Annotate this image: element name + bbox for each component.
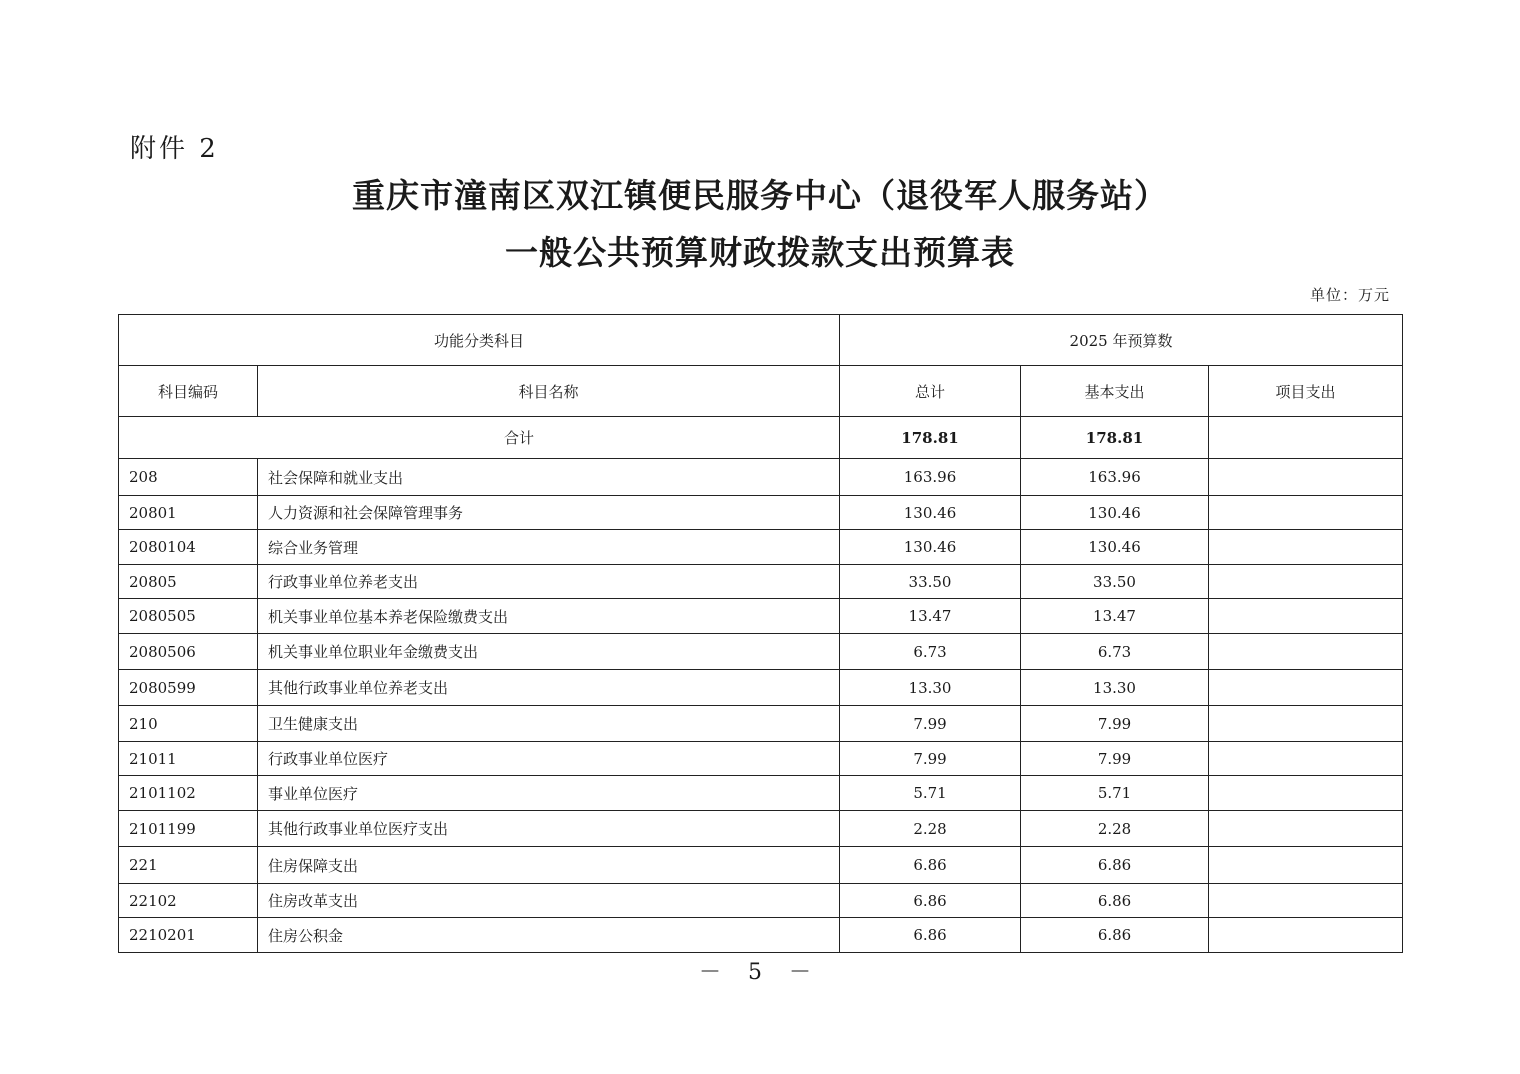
row-total: 33.50 bbox=[840, 565, 1021, 599]
total-total: 178.81 bbox=[840, 417, 1021, 459]
row-total: 130.46 bbox=[840, 496, 1021, 530]
table-row bbox=[119, 496, 1403, 530]
row-project bbox=[1209, 599, 1403, 634]
row-name: 行政事业单位养老支出 bbox=[258, 565, 840, 599]
row-total: 6.86 bbox=[840, 847, 1021, 884]
table-row bbox=[119, 459, 1403, 496]
row-code: 2080104 bbox=[119, 530, 258, 565]
row-basic: 6.73 bbox=[1021, 634, 1209, 670]
attachment-label: 附件 2 bbox=[130, 134, 219, 164]
header-budget-year: 2025 年预算数 bbox=[840, 315, 1403, 366]
table-row bbox=[119, 634, 1403, 670]
row-total: 6.86 bbox=[840, 884, 1021, 918]
row-name: 住房保障支出 bbox=[258, 847, 840, 884]
row-code: 20805 bbox=[119, 565, 258, 599]
row-basic: 6.86 bbox=[1021, 918, 1209, 953]
row-code: 221 bbox=[119, 847, 258, 884]
total-label: 合计 bbox=[119, 417, 840, 459]
table-row bbox=[119, 599, 1403, 634]
row-project bbox=[1209, 918, 1403, 953]
row-total: 2.28 bbox=[840, 811, 1021, 847]
unit-label: 单位：万元 bbox=[1309, 286, 1390, 304]
row-basic: 130.46 bbox=[1021, 530, 1209, 565]
row-code: 2101199 bbox=[119, 811, 258, 847]
row-project bbox=[1209, 496, 1403, 530]
table-row bbox=[119, 884, 1403, 918]
row-basic: 163.96 bbox=[1021, 459, 1209, 496]
header-project: 项目支出 bbox=[1209, 366, 1403, 417]
row-project bbox=[1209, 742, 1403, 776]
header-code: 科目编码 bbox=[119, 366, 258, 417]
row-basic: 13.47 bbox=[1021, 599, 1209, 634]
table-row bbox=[119, 742, 1403, 776]
row-code: 2080506 bbox=[119, 634, 258, 670]
row-project bbox=[1209, 811, 1403, 847]
row-basic: 33.50 bbox=[1021, 565, 1209, 599]
row-project bbox=[1209, 884, 1403, 918]
row-project bbox=[1209, 776, 1403, 811]
page-title-line-1: 重庆市潼南区双江镇便民服务中心（退役军人服务站） bbox=[352, 176, 1168, 215]
row-name: 人力资源和社会保障管理事务 bbox=[258, 496, 840, 530]
row-project bbox=[1209, 670, 1403, 706]
row-code: 20801 bbox=[119, 496, 258, 530]
row-code: 208 bbox=[119, 459, 258, 496]
row-name: 综合业务管理 bbox=[258, 530, 840, 565]
row-name: 住房公积金 bbox=[258, 918, 840, 953]
row-code: 21011 bbox=[119, 742, 258, 776]
row-total: 13.47 bbox=[840, 599, 1021, 634]
header-row-1 bbox=[119, 315, 1403, 366]
row-basic: 5.71 bbox=[1021, 776, 1209, 811]
row-total: 7.99 bbox=[840, 742, 1021, 776]
row-total: 130.46 bbox=[840, 530, 1021, 565]
table-row bbox=[119, 706, 1403, 742]
row-name: 其他行政事业单位养老支出 bbox=[258, 670, 840, 706]
row-name: 社会保障和就业支出 bbox=[258, 459, 840, 496]
table-row bbox=[119, 530, 1403, 565]
row-basic: 13.30 bbox=[1021, 670, 1209, 706]
row-code: 2210201 bbox=[119, 918, 258, 953]
row-total: 13.30 bbox=[840, 670, 1021, 706]
row-project bbox=[1209, 847, 1403, 884]
row-basic: 7.99 bbox=[1021, 706, 1209, 742]
header-basic: 基本支出 bbox=[1021, 366, 1209, 417]
header-functional-category: 功能分类科目 bbox=[119, 315, 840, 366]
row-project bbox=[1209, 634, 1403, 670]
row-total: 7.99 bbox=[840, 706, 1021, 742]
row-project bbox=[1209, 530, 1403, 565]
row-code: 2080505 bbox=[119, 599, 258, 634]
page-title-line-2: 一般公共预算财政拨款支出预算表 bbox=[505, 233, 1015, 272]
row-basic: 130.46 bbox=[1021, 496, 1209, 530]
row-total: 5.71 bbox=[840, 776, 1021, 811]
row-name: 机关事业单位基本养老保险缴费支出 bbox=[258, 599, 840, 634]
table-row bbox=[119, 847, 1403, 884]
row-code: 2080599 bbox=[119, 670, 258, 706]
header-name: 科目名称 bbox=[258, 366, 840, 417]
header-total: 总计 bbox=[840, 366, 1021, 417]
row-project bbox=[1209, 459, 1403, 496]
row-basic: 6.86 bbox=[1021, 847, 1209, 884]
row-name: 卫生健康支出 bbox=[258, 706, 840, 742]
table-row bbox=[119, 811, 1403, 847]
total-row bbox=[119, 417, 1403, 459]
row-name: 事业单位医疗 bbox=[258, 776, 840, 811]
table-row bbox=[119, 565, 1403, 599]
row-basic: 7.99 bbox=[1021, 742, 1209, 776]
row-basic: 2.28 bbox=[1021, 811, 1209, 847]
table-row bbox=[119, 918, 1403, 953]
total-basic: 178.81 bbox=[1021, 417, 1209, 459]
row-total: 6.73 bbox=[840, 634, 1021, 670]
row-name: 行政事业单位医疗 bbox=[258, 742, 840, 776]
row-code: 2101102 bbox=[119, 776, 258, 811]
page-number: － 5 － bbox=[699, 960, 821, 985]
total-project bbox=[1209, 417, 1403, 459]
row-total: 163.96 bbox=[840, 459, 1021, 496]
row-project bbox=[1209, 565, 1403, 599]
row-project bbox=[1209, 706, 1403, 742]
row-total: 6.86 bbox=[840, 918, 1021, 953]
row-code: 22102 bbox=[119, 884, 258, 918]
row-name: 其他行政事业单位医疗支出 bbox=[258, 811, 840, 847]
row-name: 机关事业单位职业年金缴费支出 bbox=[258, 634, 840, 670]
row-name: 住房改革支出 bbox=[258, 884, 840, 918]
table-row bbox=[119, 776, 1403, 811]
header-row-2 bbox=[119, 366, 1403, 417]
budget-table bbox=[118, 314, 1403, 953]
row-basic: 6.86 bbox=[1021, 884, 1209, 918]
row-code: 210 bbox=[119, 706, 258, 742]
table-row bbox=[119, 670, 1403, 706]
